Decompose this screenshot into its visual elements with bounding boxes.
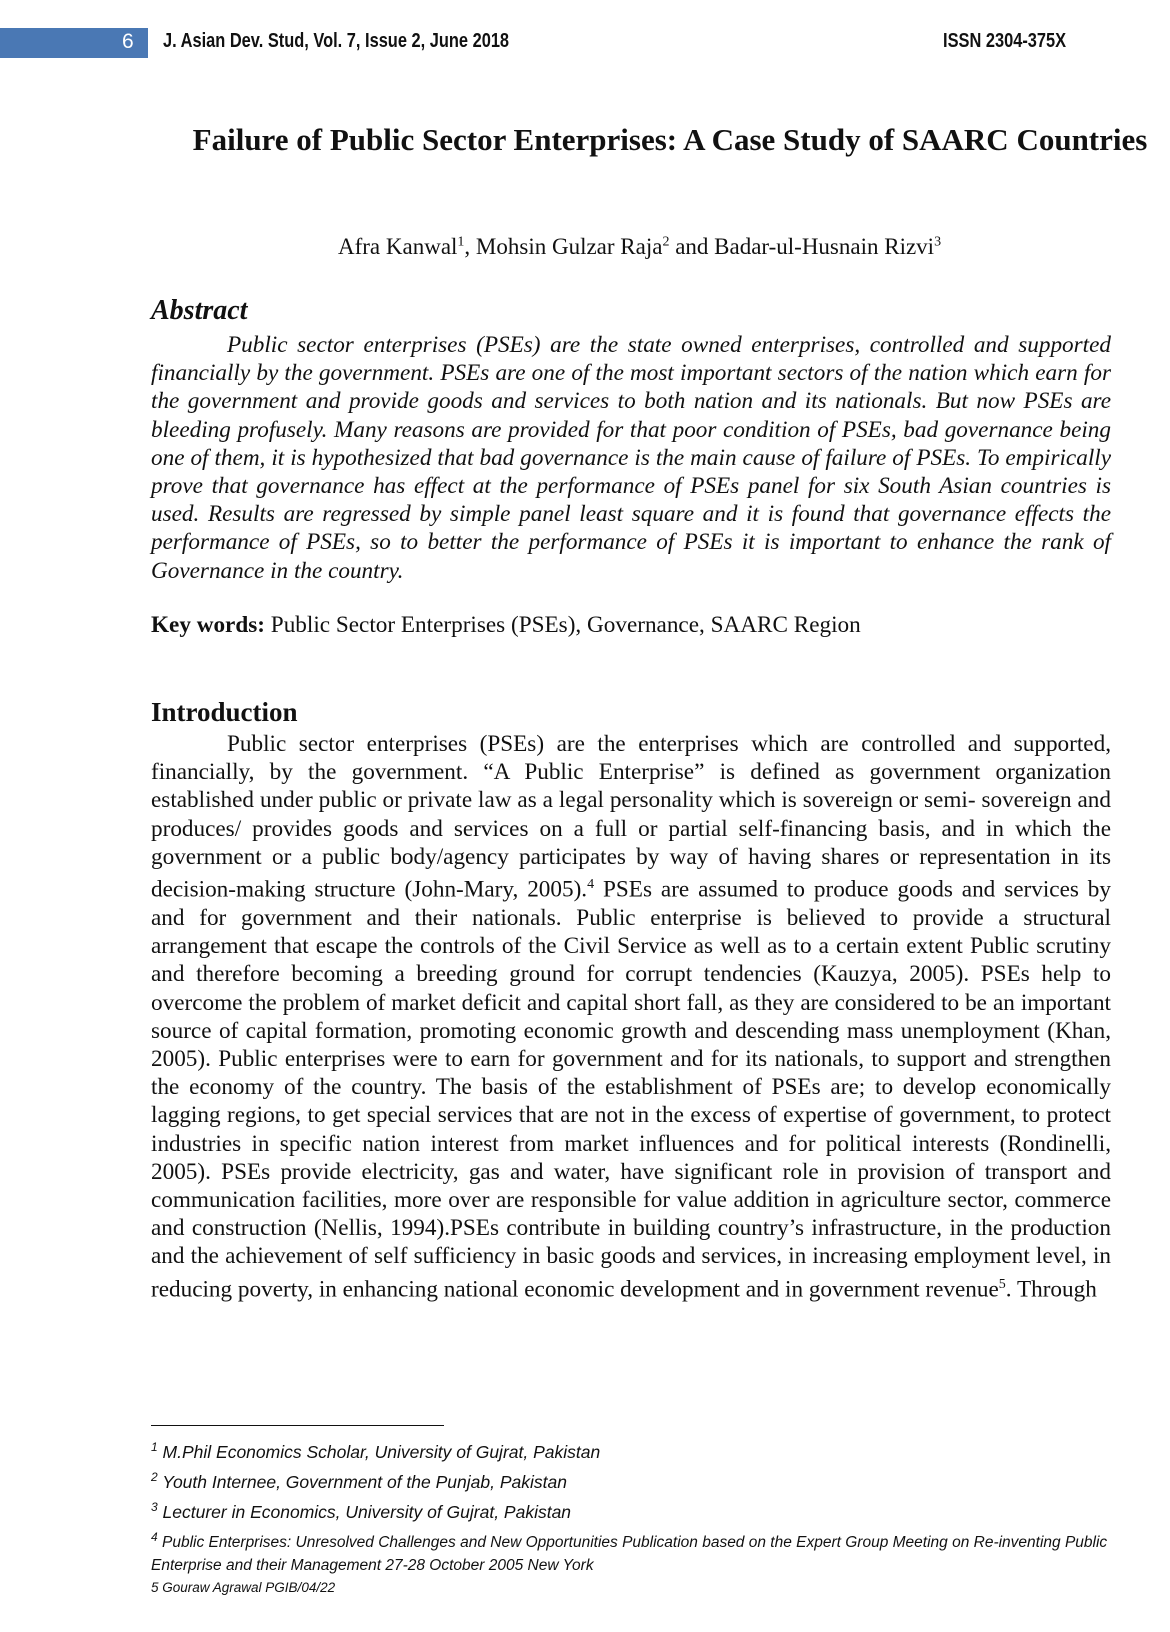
keywords-line [151,612,861,639]
author-name: Mohsin Gulzar Raja [475,234,663,259]
footnote-mark: 4 [151,1530,158,1545]
footnote-reference: 4 [587,877,595,893]
keywords-label: Key words: [151,612,265,638]
footnote-mark: 2 [151,1469,158,1484]
footnote-2 [151,1465,1111,1495]
page-number: 6 [122,30,134,53]
author-affiliation-mark: 3 [934,234,942,250]
intro-text-part2: PSEs are assumed to produce goods and services by and for government and their nationals. Public enterprise is believed to provide a structural arrangement that escape the controls of the Civil Service as well as to a certain extent Public scrutiny and therefore becoming a breeding ground for corrupt tendencies (Kauzya, 2005). PSEs help to overcome the problem of market deficit and capital short fall, as they are considered to be an important source of capital formation, promoting economic growth and descending mass unemployment (Khan, 2005). Public enterprises were to earn for government and for its nationals, to support and strengthen the economy of the country. The basis of the establishment of PSEs are; to develop economically lagging regions, to get special services that are not in the excess of expertise of government, to protect industries in specific nation interest from market influences and for political interests (Rondinelli, 2005). PSEs provide electricity, gas and water, have significant role in provision of transport and communication facilities, more over are responsible for value addition in agriculture sector, commerce and construction (Nellis, 1994).PSEs contribute in building country’s infrastructure, in the production and the achievement of self sufficiency in basic goods and services, in increasing employment level, in reducing poverty, in enhancing national economic development and in government revenue [151,876,1111,1303]
paper-title: Failure of Public Sector Enterprises: A Case Study of SAARC Countries [192,122,1148,157]
author-separator: , [464,234,476,259]
abstract-paragraph [151,331,1111,585]
footnotes [151,1435,1111,1597]
abstract-text: Public sector enterprises (PSEs) are the state owned enterprises, controlled and supported financially by the government. PSEs are one of the most important sectors of the nation which earn for the government and provide goods and services to both nation and its nationals. But now PSEs are bleeding profusely. Many reasons are provided for that poor condition of PSEs, bad governance being one of them, it is hypothesized that bad governance is the main cause of failure of PSEs. To empirically prove that governance has effect at the performance of PSEs panel for six South Asian countries is used. Results are regressed by simple panel least square and it is found that governance effects the performance of PSEs, so to better the performance of PSEs it is important to enhance the rank of Governance in the country. [151,332,1111,584]
footnote-text: 5 Gouraw Agrawal PGIB/04/22 [151,1579,336,1595]
footnote-mark: 3 [151,1499,158,1514]
footnote-reference: 5 [998,1276,1006,1292]
footnote-1 [151,1435,1111,1465]
footnote-text: M.Phil Economics Scholar, University of Gujrat, Pakistan [157,1441,601,1462]
abstract-heading: Abstract [151,295,248,326]
author-affiliation-mark: 1 [457,234,465,250]
intro-text-part1: Public sector enterprises (PSEs) are the enterprises which are controlled and supported, financially, by the government. “A Public Enterprise” is defined as government organization established under public or private law as a legal personality which is sovereign or semi- sovereign and produces/ provides goods and services on a full or partial self-financing basis, and in which the government or a public body/agency participates by way of having shares or representation in its decision-making structure (John-Mary, 2005). [151,731,1111,903]
issn-label: ISSN 2304-375X [942,30,1066,52]
author-separator: and [669,234,715,259]
footnote-text: Lecturer in Economics, University of Gujrat, Pakistan [157,1501,572,1522]
footnote-3 [151,1495,1111,1525]
footnote-4 [151,1526,1111,1576]
author-name: Badar-ul-Husnain Rizvi [714,234,935,259]
introduction-paragraph [151,730,1111,1304]
footnote-5 [151,1579,1111,1597]
keywords-text: Public Sector Enterprises (PSEs), Governance, SAARC Region [270,612,861,638]
author-affiliation-mark: 2 [662,234,670,250]
introduction-heading: Introduction [151,697,298,727]
author-line [338,234,941,260]
footnote-text: Youth Internee, Government of the Punjab, Pakistan [157,1471,567,1492]
journal-citation: J. Asian Dev. Stud, Vol. 7, Issue 2, June 2018 [163,30,510,52]
footnote-separator [151,1425,444,1426]
footnote-mark: 1 [151,1440,158,1454]
intro-text-part3: . Through [1005,1276,1097,1303]
footnote-text: Public Enterprises: Unresolved Challenges and New Opportunities Publication based on the Expert Group Meeting on Re-inventing Public Enterprise and their Management 27-28 October 2005 New York [151,1534,1108,1574]
author-name: Afra Kanwal [338,234,458,259]
